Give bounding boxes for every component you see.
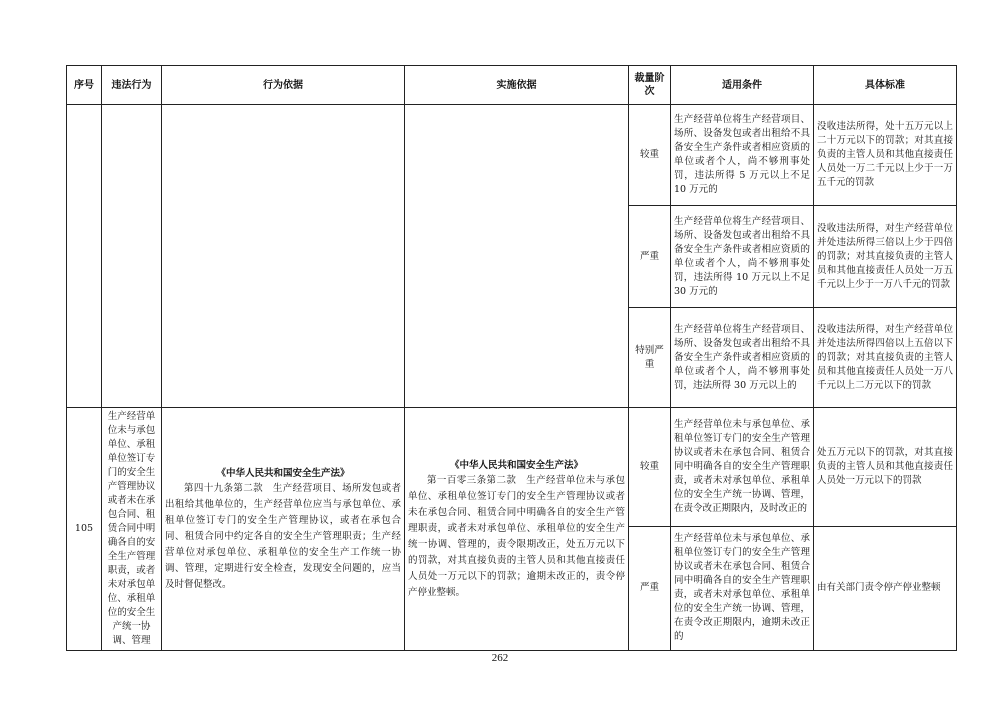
condition-cell: 生产经营单位将生产经营项目、场所、设备发包或者出租给不具备安全生产条件或者相应资质的单位或者个人，尚不够刑事处罚，违法所得 10 万元以上不足 30 万元的 <box>671 206 814 308</box>
header-implement: 实施依据 <box>405 66 629 105</box>
basis-law-title: 《中华人民共和国安全生产法》 <box>216 467 350 479</box>
standard-cell: 处五万元以下的罚款，对其直接负责的主管人员和其他直接责任人员处一万元以下的罚款 <box>814 408 957 527</box>
page-number: 262 <box>491 652 509 664</box>
level-cell: 严重 <box>629 526 671 650</box>
table-row <box>67 105 957 206</box>
level-cell: 较重 <box>629 105 671 206</box>
header-level: 裁量阶次 <box>629 66 671 105</box>
implement-law-title: 《中华人民共和国安全生产法》 <box>449 459 583 471</box>
continued-seq-cell <box>67 105 102 408</box>
header-seq: 序号 <box>67 66 102 105</box>
standard-cell: 没收违法所得，对生产经营单位并处违法所得三倍以上少于四倍的罚款；对其直接负责的主管人员和其他直接责任人员处一万五千元以上少于一万八千元的罚款 <box>814 206 957 308</box>
condition-cell: 生产经营单位将生产经营项目、场所、设备发包或者出租给不具备安全生产条件或者相应资质的单位或者个人，尚不够刑事处罚，违法所得 5 万元以上不足 10 万元的 <box>671 105 814 206</box>
implement-cell <box>405 408 629 651</box>
condition-cell: 生产经营单位将生产经营项目、场所、设备发包或者出租给不具备安全生产条件或者相应资质的单位或者个人，尚不够刑事处罚，违法所得 30 万元以上的 <box>671 308 814 408</box>
level-cell: 特别严重 <box>629 308 671 408</box>
header-condition: 适用条件 <box>671 66 814 105</box>
header-behavior: 违法行为 <box>102 66 162 105</box>
behavior-cell: 生产经营单位未与承包单位、承租单位签订专门的安全生产管理协议或者未在承包合同、租赁合同中明确各自的安全生产管理职责，或者未对承包单位、承租单位的安全生产统一协调、管理 <box>102 408 162 651</box>
header-row <box>67 66 957 105</box>
level-cell: 较重 <box>629 408 671 527</box>
basis-cell <box>162 408 405 651</box>
condition-cell: 生产经营单位未与承包单位、承租单位签订专门的安全生产管理协议或者未在承包合同、租赁合同中明确各自的安全生产管理职责，或者未对承包单位、承租单位的安全生产统一协调、管理，在责令改正期限内，逾期未改正的 <box>671 526 814 650</box>
seq-cell: 105 <box>67 408 102 651</box>
condition-cell: 生产经营单位未与承包单位、承租单位签订专门的安全生产管理协议或者未在承包合同、租赁合同中明确各自的安全生产管理职责，或者未对承包单位、承租单位的安全生产统一协调、管理，在责令改正期限内，及时改正的 <box>671 408 814 527</box>
standard-cell: 没收违法所得，对生产经营单位并处违法所得四倍以上五倍以下的罚款；对其直接负责的主管人员和其他直接责任人员处一万八千元以上二万元以下的罚款 <box>814 308 957 408</box>
continued-basis-cell <box>162 105 405 408</box>
continued-implement-cell <box>405 105 629 408</box>
regulation-table <box>66 65 957 651</box>
header-standard: 具体标准 <box>814 66 957 105</box>
continued-behavior-cell <box>102 105 162 408</box>
level-cell: 严重 <box>629 206 671 308</box>
table-row <box>67 408 957 527</box>
implement-law-body: 第一百零三条第二款 生产经营单位未与承包单位、承租单位签订专门的安全生产管理协议或者未在承包合同、租赁合同中明确各自的安全生产管理职责，或者未对承包单位、承租单位的安全生产统一协调、管理的，责令限期改正，处五万元以下的罚款，对其直接负责的主管人员和其他直接责任人员处一万元以下的罚款；逾期未改正的，责令停产停业整顿。 <box>408 474 625 598</box>
standard-cell: 没收违法所得，处十五万元以上二十万元以下的罚款；对其直接负责的主管人员和其他直接责任人员处一万二千元以上少于一万五千元的罚款 <box>814 105 957 206</box>
header-basis: 行为依据 <box>162 66 405 105</box>
basis-law-body: 第四十九条第二款 生产经营项目、场所发包或者出租给其他单位的，生产经营单位应当与承包单位、承租单位签订专门的安全生产管理协议，或者在承包合同、租赁合同中约定各自的安全生产管理职责；生产经营单位对承包单位、承租单位的安全生产工作统一协调、管理，定期进行安全检查，发现安全问题的，应当及时督促整改。 <box>165 482 401 590</box>
standard-cell: 由有关部门责令停产停业整顿 <box>814 526 957 650</box>
